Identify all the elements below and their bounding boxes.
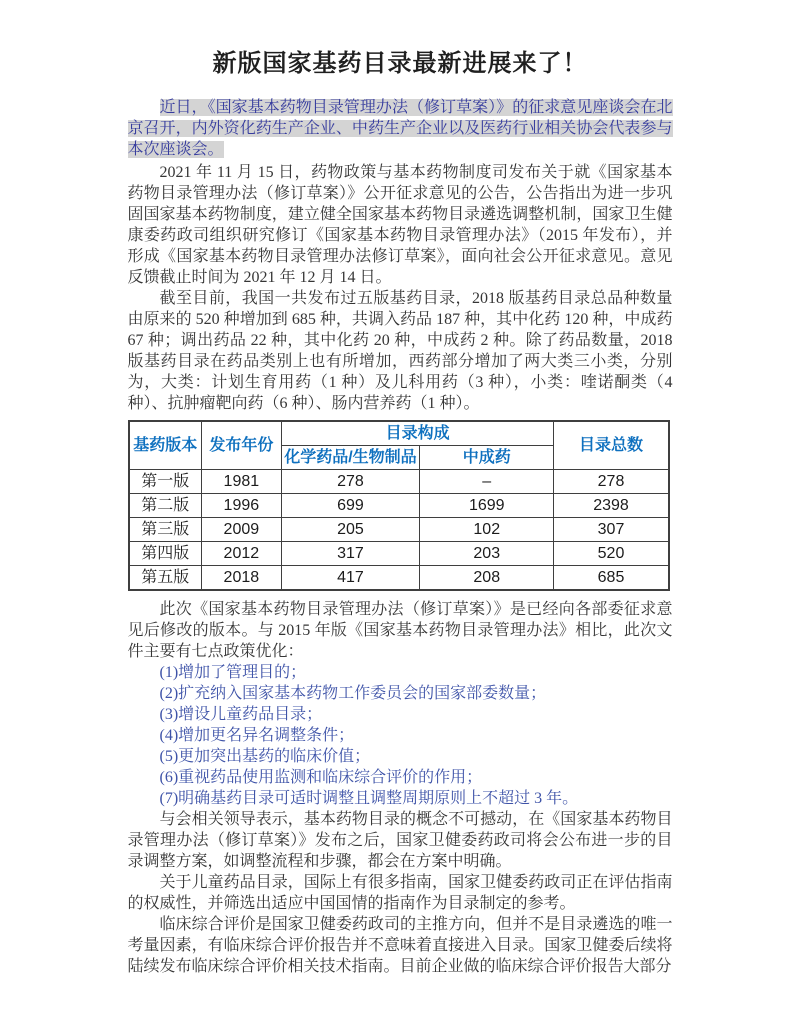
cell-tcm: 102: [420, 518, 554, 542]
cell-total: 278: [554, 470, 669, 494]
policy-item-7: (7)明确基药目录可适时调整且调整周期原则上不超过 3 年。: [159, 790, 579, 807]
paragraph-history: 截至目前，我国一共发布过五版基药目录，2018 版基药目录总品种数量由原来的 520 种增加到 685 种，共调入药品 187 种，其中化药 120 种，中成药 67 种；调出药品 22 种，其中化药 20 种，中成药 2 种。除了药品数量，2018 版基药目录在药品类别上也有所增加，西药部分增加了两大类三小类，分别为，大类：计划生育用药（1 种）及儿科用药（3 种），小类：喹诺酮类（4 种）、抗肿瘤靶向药（6 种）、肠内营养药（1 种）。: [127, 290, 673, 412]
paragraph-leaders: 与会相关领导表示，基本药物目录的概念不可撼动，在《国家基本药物目录管理办法（修订草案）》发布之后，国家卫健委药政司将会公布进一步的目录调整方案，如调整流程和步骤，都会在方案中明确。: [127, 811, 673, 870]
cell-year: 1981: [201, 470, 281, 494]
cell-year: 2012: [201, 542, 281, 566]
table-row: [129, 470, 669, 494]
paragraph-clinical-evaluation: 临床综合评价是国家卫健委药政司的主推方向，但并不是目录遴选的唯一考量因素，有临床综合评价报告并不意味着直接进入目录。国家卫健委后续将陆续发布临床综合评价相关技术指南。目前企业做的临床综合评价报告大部分: [127, 916, 673, 975]
cell-tcm: 208: [420, 566, 554, 591]
policy-item-1: (1)增加了管理目的；: [159, 664, 307, 681]
cell-version: 第一版: [129, 470, 202, 494]
highlighted-text: 近日，《国家基本药物目录管理办法（修订草案）》的征求意见座谈会在北京召开，内外资化药生产企业、中药生产企业以及医药行业相关协会代表参与本次座谈会。: [127, 99, 673, 158]
cell-year: 2009: [201, 518, 281, 542]
cell-version: 第四版: [129, 542, 202, 566]
paragraph-intro-highlight: [128, 97, 673, 160]
policy-item-5: (5)更加突出基药的临床价值；: [159, 748, 371, 765]
policy-item-6: (6)重视药品使用监测和临床综合评价的作用；: [159, 769, 483, 786]
header-chemical: 化学药品/生物制品: [281, 446, 419, 470]
cell-version: 第三版: [129, 518, 202, 542]
table-row: [129, 542, 669, 566]
drug-catalog-table: [128, 420, 670, 591]
cell-version: 第二版: [129, 494, 202, 518]
table-row: [129, 566, 669, 591]
header-composition: 目录构成: [281, 421, 554, 446]
cell-version: 第五版: [129, 566, 202, 591]
header-version: 基药版本: [129, 421, 202, 470]
table-header-row-1: [129, 421, 669, 446]
page-title: 新版国家基药目录最新进展来了！: [212, 51, 588, 77]
cell-chemical: 699: [281, 494, 419, 518]
policy-item-2: (2)扩充纳入国家基本药物工作委员会的国家部委数量；: [159, 685, 547, 702]
cell-tcm: –: [420, 470, 554, 494]
table-row: [129, 494, 669, 518]
cell-tcm: 203: [420, 542, 554, 566]
policy-item-3: (3)增设儿童药品目录；: [159, 706, 323, 723]
cell-chemical: 417: [281, 566, 419, 591]
cell-total: 685: [554, 566, 669, 591]
cell-year: 1996: [201, 494, 281, 518]
cell-total: 520: [554, 542, 669, 566]
cell-total: 307: [554, 518, 669, 542]
header-total: 目录总数: [554, 421, 669, 470]
cell-tcm: 1699: [420, 494, 554, 518]
paragraph-children-catalog: 关于儿童药品目录，国际上有很多指南，国家卫健委药政司正在评估指南的权威性，并筛选出适应中国国情的指南作为目录制定的参考。: [127, 874, 673, 912]
header-tcm: 中成药: [420, 446, 554, 470]
cell-year: 2018: [201, 566, 281, 591]
table-row: [129, 518, 669, 542]
document-body: [128, 48, 673, 977]
policy-item-4: (4)增加更名异名调整条件；: [159, 727, 355, 744]
policy-list: [128, 662, 673, 809]
header-year: 发布年份: [201, 421, 281, 470]
paragraph-announcement: 2021 年 11 月 15 日，药物政策与基本药物制度司发布关于就《国家基本药物目录管理办法（修订草案）》公开征求意见的公告，公告指出为进一步巩固国家基本药物制度，建立健全国家基本药物目录遴选调整机制，国家卫生健康委药政司组织研究修订《国家基本药物目录管理办法》（2015 年发布），并形成《国家基本药物目录管理办法修订草案》，面向社会公开征求意见。意见反馈截止时间为 2021 年 12 月 14 日。: [127, 164, 673, 286]
cell-chemical: 278: [281, 470, 419, 494]
paragraph-revision-intro: 此次《国家基本药物目录管理办法（修订草案）》是已经向各部委征求意见后修改的版本。与 2015 年版《国家基本药物目录管理办法》相比，此次文件主要有七点政策优化：: [127, 601, 673, 660]
cell-total: 2398: [554, 494, 669, 518]
cell-chemical: 205: [281, 518, 419, 542]
cell-chemical: 317: [281, 542, 419, 566]
